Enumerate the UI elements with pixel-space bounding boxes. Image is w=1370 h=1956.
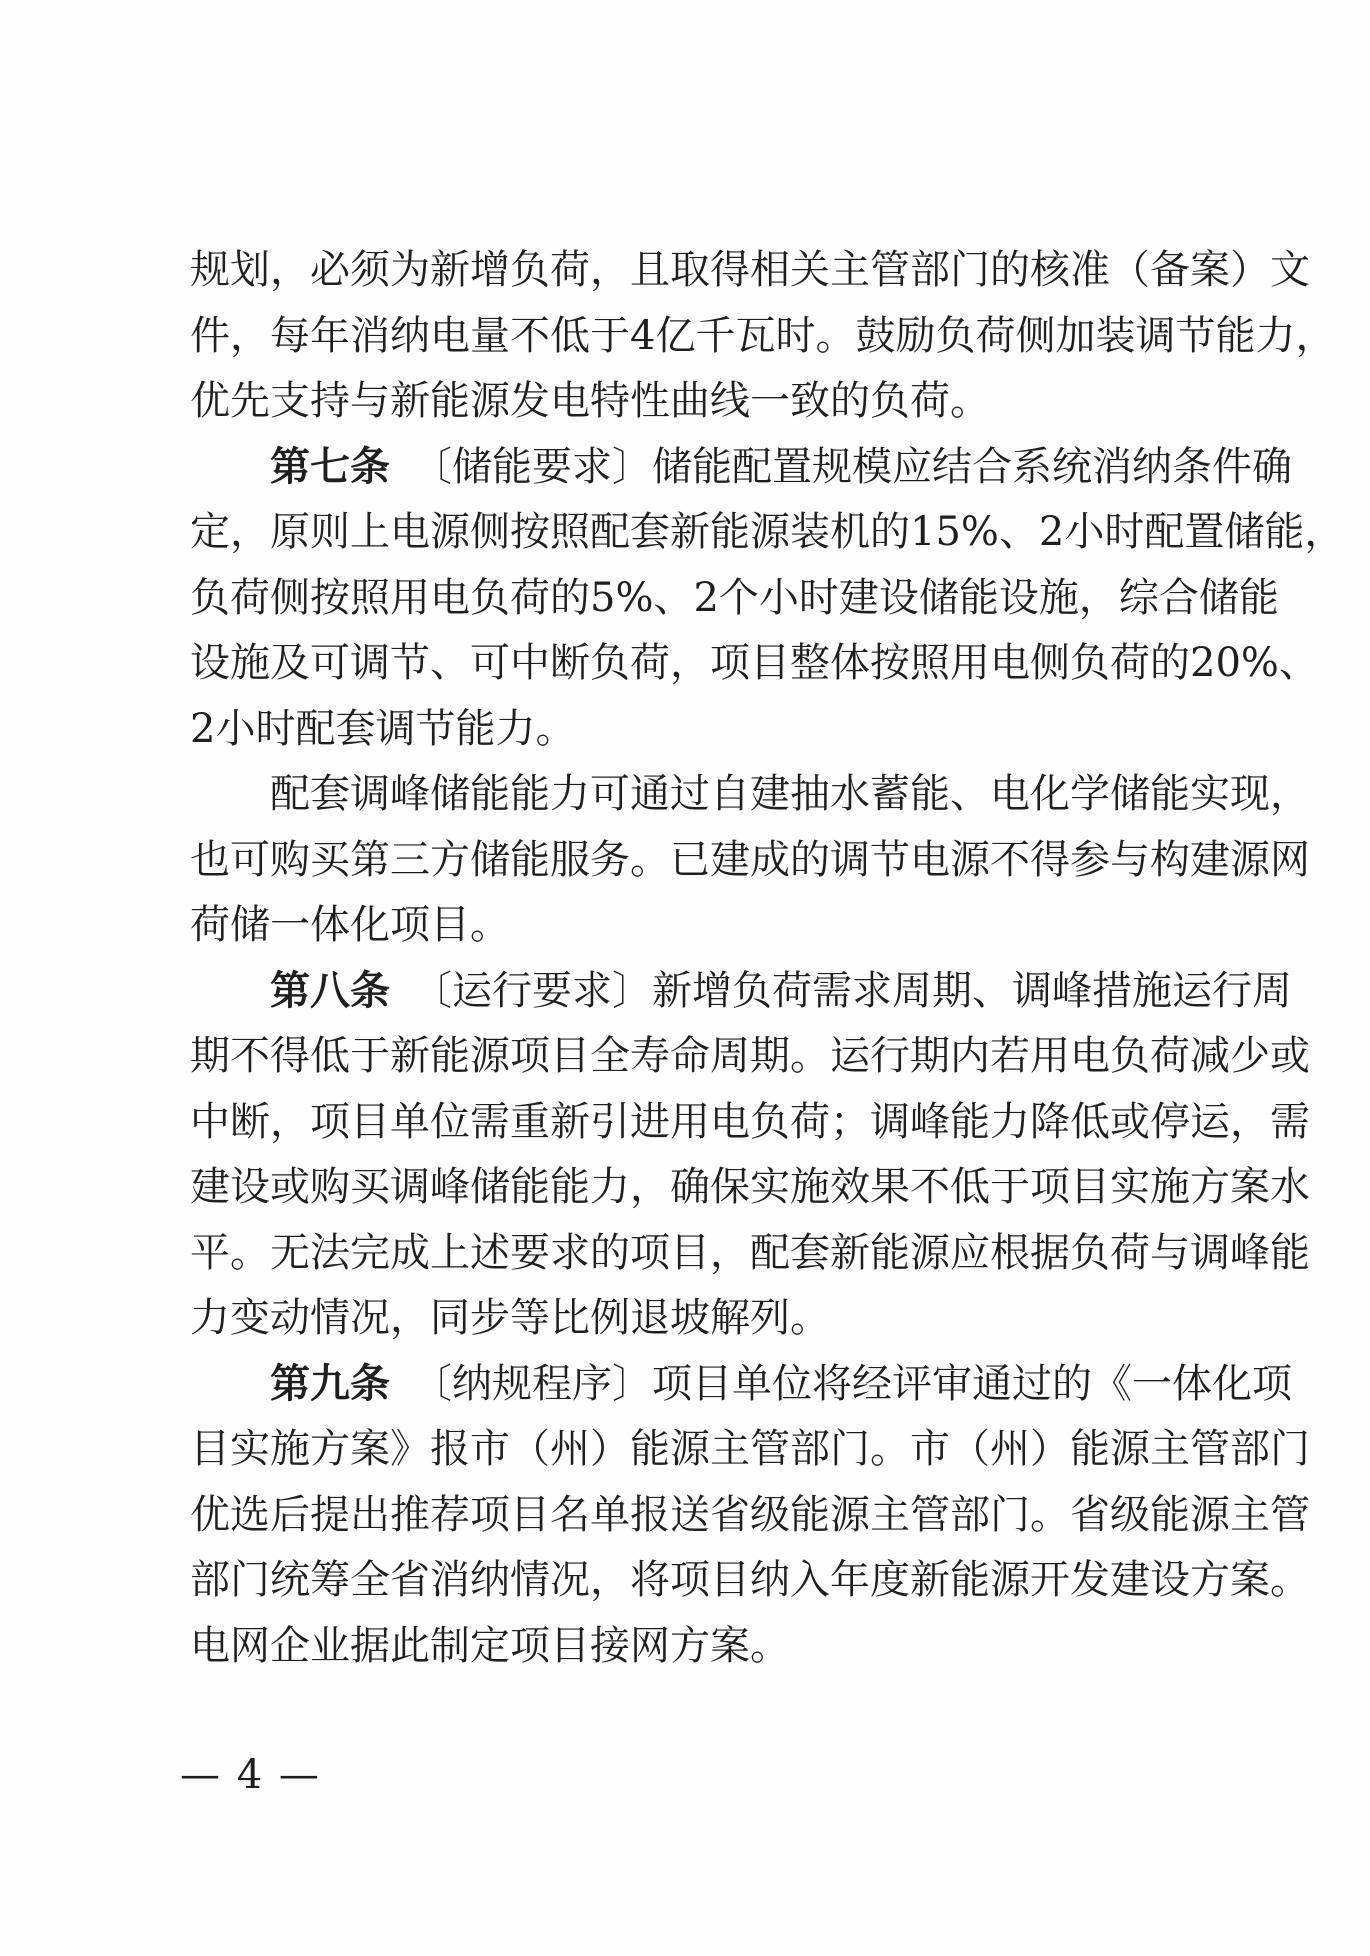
article-9-first-line	[190, 1352, 1292, 1418]
text-line: 部门统筹全省消纳情况，将项目纳入年度新能源开发建设方案。	[190, 1557, 1310, 1603]
text-line: 设施及可调节、可中断负荷，项目整体按照用电侧负荷的20%、	[190, 640, 1319, 686]
page-number: — 4 —	[180, 1752, 321, 1798]
text-line: 力变动情况，同步等比例退坡解列。	[190, 1295, 830, 1341]
text-line: 期不得低于新能源项目全寿命周期。运行期内若用电负荷减少或	[190, 1033, 1310, 1079]
text-line: 配套调峰储能能力可通过自建抽水蓄能、电化学储能实现，	[270, 771, 1310, 817]
text-line: 荷储一体化项目。	[190, 902, 510, 948]
article-7-heading: 第七条	[270, 443, 390, 490]
text-line: 件，每年消纳电量不低于4亿千瓦时。鼓励负荷侧加装调节能力，	[190, 312, 1336, 359]
article-8-text: 〔运行要求〕新增负荷需求周期、调峰措施运行周	[412, 967, 1292, 1014]
text-line: 优选后提出推荐项目名单报送省级能源主管部门。省级能源主管	[190, 1491, 1310, 1538]
article-9-heading: 第九条	[270, 1360, 390, 1407]
text-line: 定，原则上电源侧按照配套新能源装机的15%、2小时配置储能，	[190, 509, 1345, 555]
text-line: 目实施方案》报市（州）能源主管部门。市（州）能源主管部门	[190, 1426, 1310, 1472]
text-line: 负荷侧按照用电负荷的5%、2个小时建设储能设施，综合储能	[190, 574, 1279, 621]
text-line: 优先支持与新能源发电特性曲线一致的负荷。	[190, 378, 990, 424]
article-8-first-line	[190, 959, 1292, 1025]
article-9-text: 〔纳规程序〕项目单位将经评审通过的《一体化项	[412, 1360, 1292, 1407]
text-line: 电网企业据此制定项目接网方案。	[190, 1622, 790, 1669]
article-8-heading: 第八条	[270, 967, 390, 1014]
text-line: 中断，项目单位需重新引进用电负荷；调峰能力降低或停运，需	[190, 1098, 1310, 1145]
article-7-first-line	[190, 435, 1292, 501]
text-line: 建设或购买调峰储能能力，确保实施效果不低于项目实施方案水	[190, 1164, 1310, 1210]
text-line: 2小时配套调节能力。	[190, 705, 576, 752]
text-line: 也可购买第三方储能服务。已建成的调节电源不得参与构建源网	[190, 836, 1310, 883]
text-line: 规划，必须为新增负荷，且取得相关主管部门的核准（备案）文	[190, 247, 1310, 293]
article-7-text: 〔储能要求〕储能配置规模应结合系统消纳条件确	[412, 443, 1292, 490]
document-body	[190, 238, 1345, 1679]
text-line: 平。无法完成上述要求的项目，配套新能源应根据负荷与调峰能	[190, 1229, 1310, 1276]
